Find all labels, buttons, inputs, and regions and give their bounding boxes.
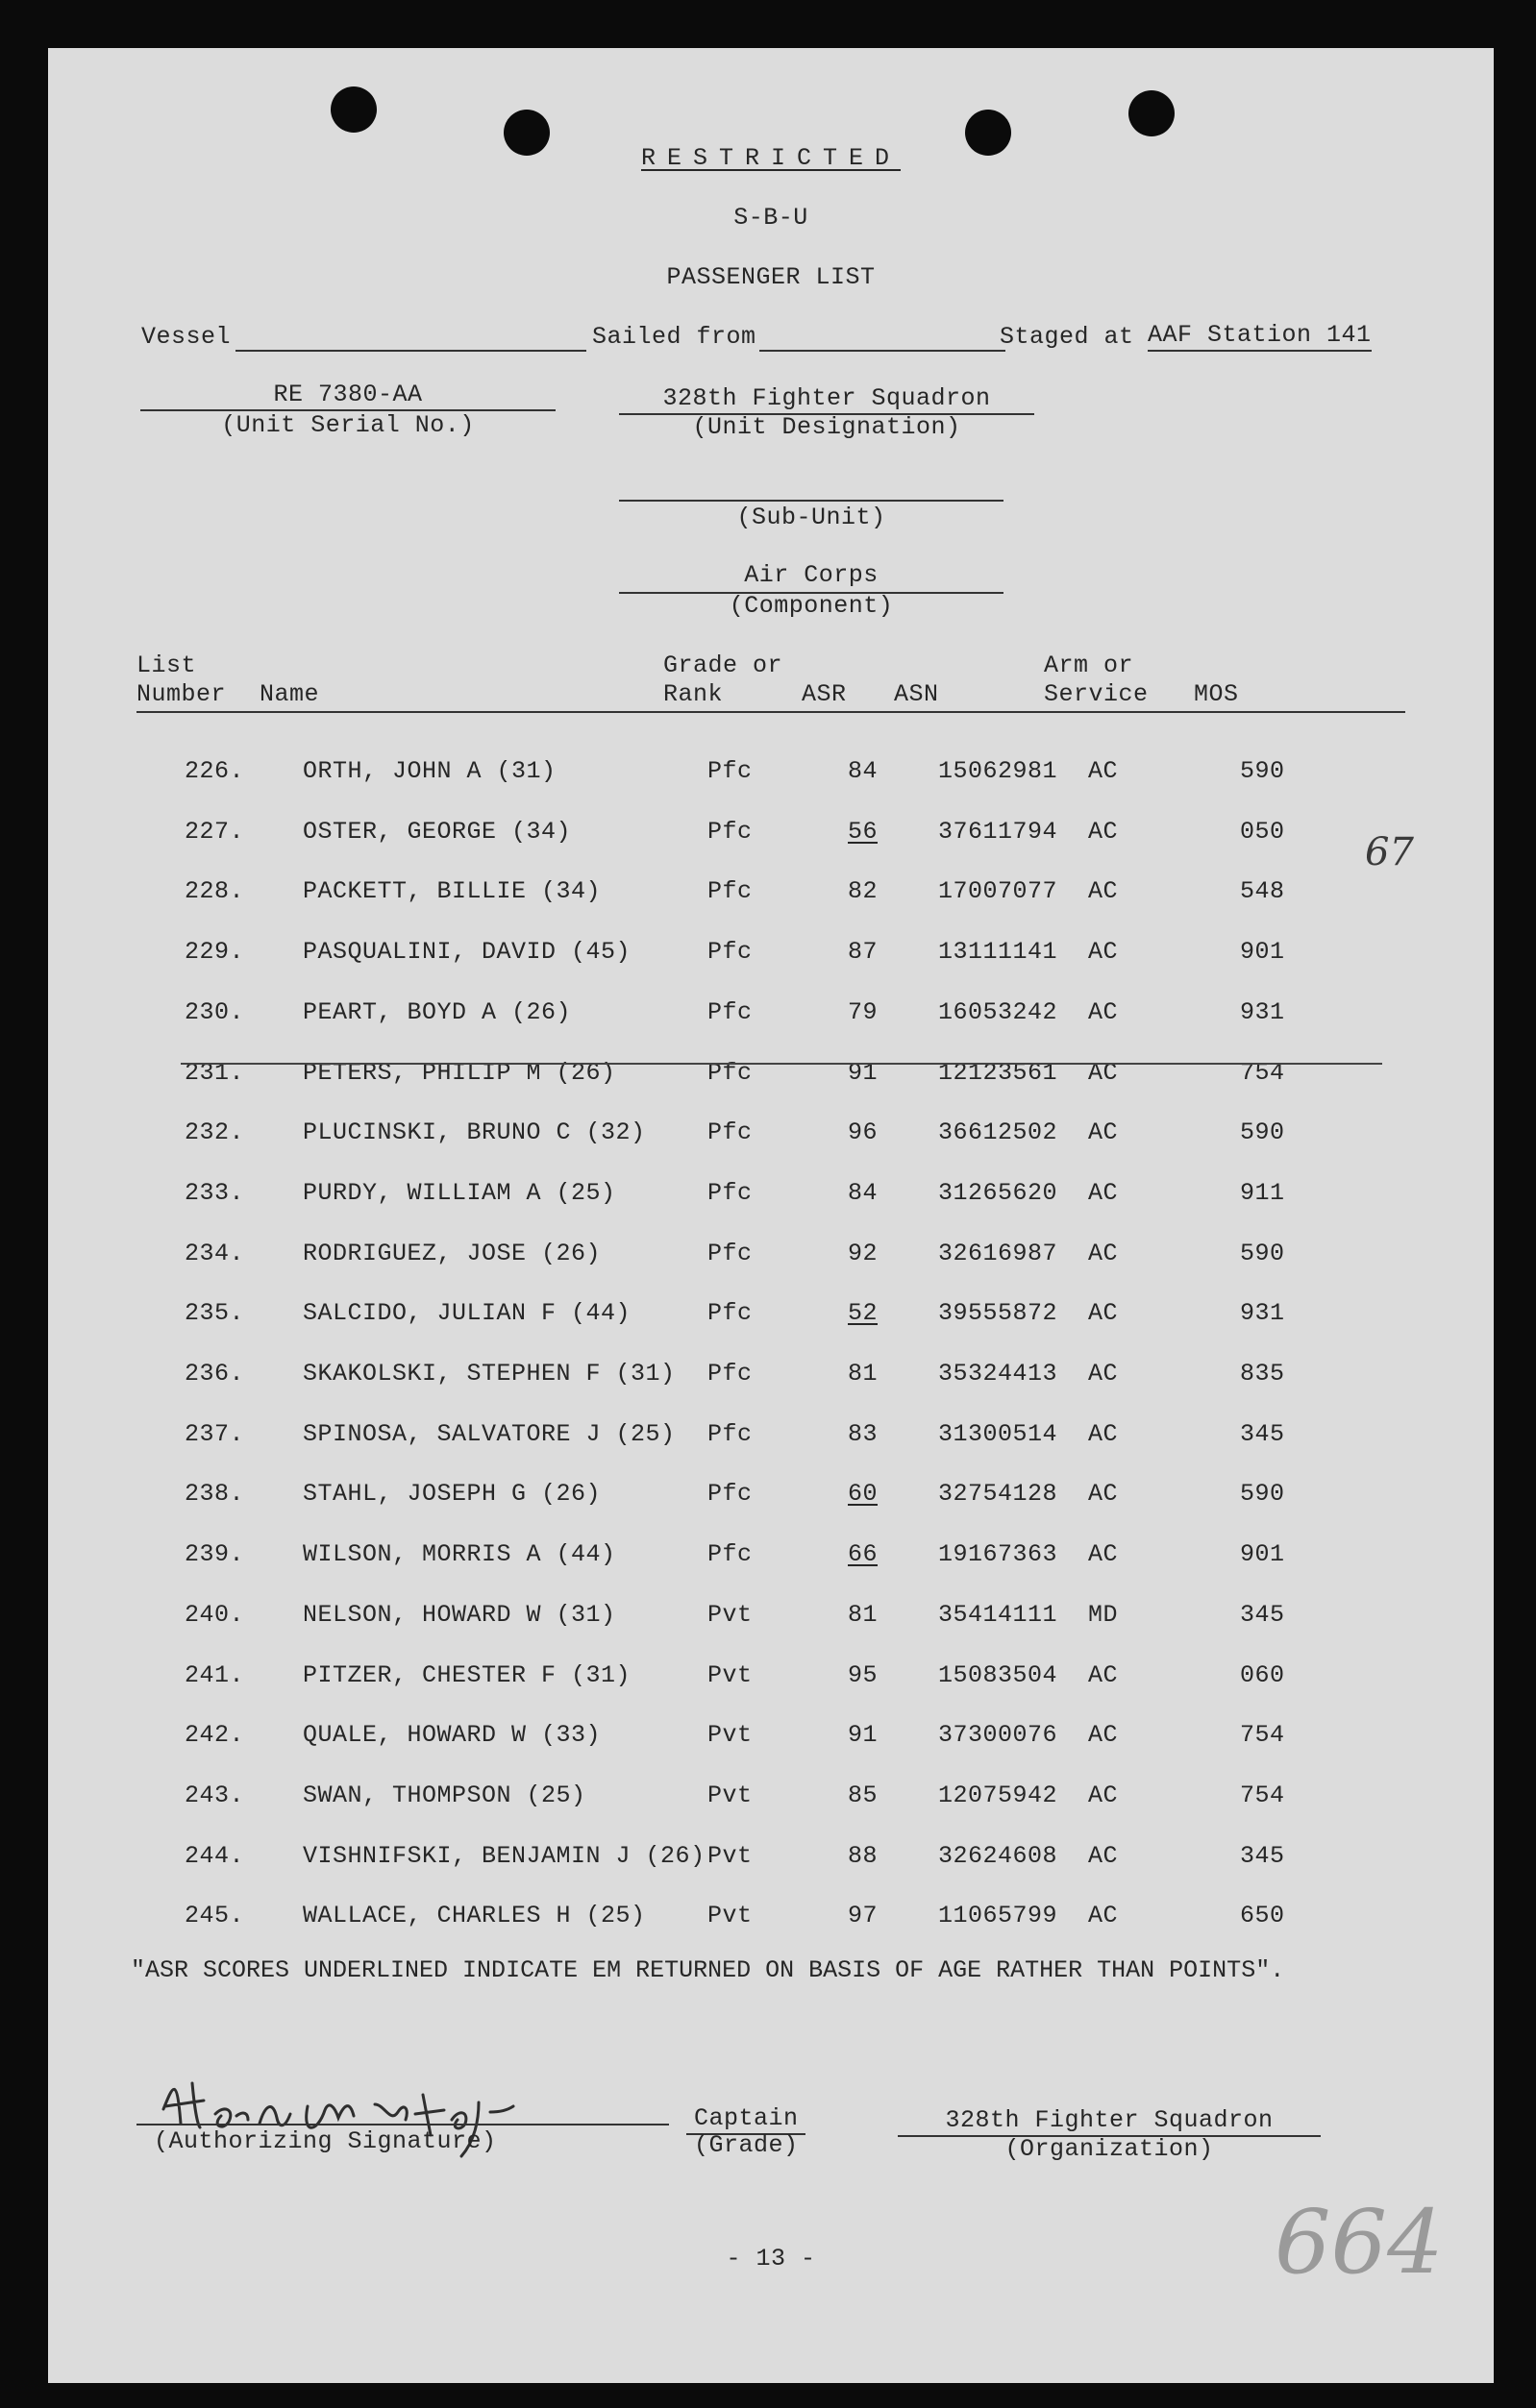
asn-number: 12075942: [938, 1781, 1058, 1809]
list-number: 226.: [185, 757, 245, 785]
list-number: 237.: [185, 1419, 245, 1448]
asr-score: 56: [848, 817, 879, 846]
list-number: 227.: [185, 817, 245, 846]
organization-value: 328th Fighter Squadron: [945, 2106, 1274, 2134]
grade-rank: Pfc: [707, 1178, 753, 1207]
footnote: "ASR SCORES UNDERLINED INDICATE EM RETURNED ON BASIS OF AGE RATHER THAN POINTS".: [131, 1956, 1285, 1984]
passenger-name: PITZER, CHESTER F (31): [303, 1660, 632, 1689]
list-number: 244.: [185, 1841, 245, 1870]
asr-score: 97: [848, 1902, 879, 1930]
asn-number: 39555872: [938, 1299, 1058, 1328]
unit-designation-label: (Unit Designation): [692, 413, 961, 441]
mos-code: 050: [1240, 817, 1285, 846]
mos-code: 835: [1240, 1360, 1285, 1388]
mos-code: 590: [1240, 1480, 1285, 1509]
header-rule: [136, 711, 1405, 713]
arm-service: MD: [1088, 1600, 1119, 1629]
passenger-name: RODRIGUEZ, JOSE (26): [303, 1239, 602, 1267]
passenger-name: NELSON, HOWARD W (31): [303, 1600, 616, 1629]
unit-serial-value: RE 7380-AA: [140, 381, 556, 411]
sub-unit-label: (Sub-Unit): [736, 504, 886, 531]
asr-score: 84: [848, 757, 879, 785]
punch-hole: [331, 86, 377, 133]
grade-rank: Pvt: [707, 1600, 753, 1629]
document-title: PASSENGER LIST: [666, 263, 876, 291]
grade-rank: Pfc: [707, 1540, 753, 1569]
grade-rank: Pvt: [707, 1721, 753, 1750]
document-page: [48, 48, 1494, 2383]
asn-number: 31265620: [938, 1178, 1058, 1207]
mos-code: 754: [1240, 1058, 1285, 1087]
asn-number: 17007077: [938, 877, 1058, 906]
asr-score: 91: [848, 1721, 879, 1750]
grade-value: Captain: [694, 2104, 799, 2132]
staged-at-value: AAF Station 141: [1148, 321, 1372, 352]
grade-rank: Pvt: [707, 1902, 753, 1930]
asr-score: 60: [848, 1480, 879, 1509]
mos-code: 345: [1240, 1841, 1285, 1870]
passenger-name: SWAN, THOMPSON (25): [303, 1781, 586, 1809]
col-header-list-2: Number: [136, 680, 227, 708]
strike-through-line: [181, 1063, 1382, 1065]
asr-score: 84: [848, 1178, 879, 1207]
grade-rank: Pfc: [707, 1419, 753, 1448]
arm-service: AC: [1088, 877, 1119, 906]
grade-rank: Pfc: [707, 877, 753, 906]
mos-code: 931: [1240, 997, 1285, 1026]
asn-number: 37300076: [938, 1721, 1058, 1750]
asr-score: 81: [848, 1600, 879, 1629]
asn-number: 32754128: [938, 1480, 1058, 1509]
grade-rank: Pfc: [707, 1360, 753, 1388]
arm-service: AC: [1088, 817, 1119, 846]
arm-service: AC: [1088, 1239, 1119, 1267]
asn-number: 35324413: [938, 1360, 1058, 1388]
col-header-list-1: List: [136, 651, 197, 679]
asr-score: 87: [848, 938, 879, 967]
asr-score: 95: [848, 1660, 879, 1689]
grade-rank: Pfc: [707, 1118, 753, 1147]
sub-unit-blank: [619, 500, 1003, 502]
grade-rank: Pvt: [707, 1660, 753, 1689]
sailed-from-blank: [759, 350, 1005, 352]
sailed-from-label: Sailed from: [592, 323, 756, 351]
passenger-name: WILSON, MORRIS A (44): [303, 1540, 616, 1569]
col-header-asr: ASR: [802, 680, 847, 708]
asn-number: 15083504: [938, 1660, 1058, 1689]
col-header-grade-2: Rank: [663, 680, 724, 708]
grade-rank: Pvt: [707, 1781, 753, 1809]
staged-at-label: Staged at: [1000, 323, 1134, 351]
arm-service: AC: [1088, 938, 1119, 967]
mos-code: 345: [1240, 1419, 1285, 1448]
page-number: - 13 -: [726, 2245, 816, 2273]
asr-score: 92: [848, 1239, 879, 1267]
arm-service: AC: [1088, 1660, 1119, 1689]
col-header-asn: ASN: [894, 680, 939, 708]
passenger-name: SPINOSA, SALVATORE J (25): [303, 1419, 676, 1448]
list-number: 238.: [185, 1480, 245, 1509]
restricted-heading: RESTRICTED: [640, 144, 902, 172]
list-number: 232.: [185, 1118, 245, 1147]
mos-code: 911: [1240, 1178, 1285, 1207]
passenger-name: WALLACE, CHARLES H (25): [303, 1902, 646, 1930]
mos-code: 931: [1240, 1299, 1285, 1328]
asr-score: 52: [848, 1299, 879, 1328]
asn-number: 16053242: [938, 997, 1058, 1026]
mos-code: 901: [1240, 938, 1285, 967]
punch-hole: [1128, 90, 1175, 136]
asr-score: 83: [848, 1419, 879, 1448]
arm-service: AC: [1088, 1118, 1119, 1147]
asn-number: 12123561: [938, 1058, 1058, 1087]
asr-score: 96: [848, 1118, 879, 1147]
list-number: 240.: [185, 1600, 245, 1629]
list-number: 241.: [185, 1660, 245, 1689]
arm-service: AC: [1088, 1902, 1119, 1930]
arm-service: AC: [1088, 1781, 1119, 1809]
vessel-blank: [235, 350, 586, 352]
passenger-name: QUALE, HOWARD W (33): [303, 1721, 602, 1750]
arm-service: AC: [1088, 1540, 1119, 1569]
list-number: 242.: [185, 1721, 245, 1750]
asr-score: 88: [848, 1841, 879, 1870]
passenger-name: PURDY, WILLIAM A (25): [303, 1178, 616, 1207]
passenger-name: OSTER, GEORGE (34): [303, 817, 572, 846]
asn-number: 31300514: [938, 1419, 1058, 1448]
mos-code: 650: [1240, 1902, 1285, 1930]
passenger-name: PEART, BOYD A (26): [303, 997, 572, 1026]
list-number: 229.: [185, 938, 245, 967]
asn-number: 13111141: [938, 938, 1058, 967]
passenger-name: PLUCINSKI, BRUNO C (32): [303, 1118, 646, 1147]
asn-number: 15062981: [938, 757, 1058, 785]
asr-score: 82: [848, 877, 879, 906]
arm-service: AC: [1088, 1419, 1119, 1448]
margin-note: 67: [1365, 830, 1414, 874]
grade-rank: Pfc: [707, 1299, 753, 1328]
list-number: 234.: [185, 1239, 245, 1267]
arm-service: AC: [1088, 1360, 1119, 1388]
list-number: 236.: [185, 1360, 245, 1388]
arm-service: AC: [1088, 1721, 1119, 1750]
mos-code: 754: [1240, 1721, 1285, 1750]
unit-designation-value: 328th Fighter Squadron: [619, 384, 1034, 415]
asr-score: 85: [848, 1781, 879, 1809]
mos-code: 548: [1240, 877, 1285, 906]
list-number: 239.: [185, 1540, 245, 1569]
arm-service: AC: [1088, 1058, 1119, 1087]
asn-number: 11065799: [938, 1902, 1058, 1930]
asn-number: 37611794: [938, 817, 1058, 846]
grade-rank: Pfc: [707, 1480, 753, 1509]
passenger-name: STAHL, JOSEPH G (26): [303, 1480, 602, 1509]
mos-code: 345: [1240, 1600, 1285, 1629]
mos-code: 590: [1240, 1118, 1285, 1147]
passenger-name: PACKETT, BILLIE (34): [303, 877, 602, 906]
col-header-grade-1: Grade or: [663, 651, 783, 679]
arm-service: AC: [1088, 1480, 1119, 1509]
asn-number: 19167363: [938, 1540, 1058, 1569]
passenger-name: SALCIDO, JULIAN F (44): [303, 1299, 632, 1328]
list-number: 231.: [185, 1058, 245, 1087]
arm-service: AC: [1088, 757, 1119, 785]
classification-code: S-B-U: [733, 204, 808, 232]
asr-score: 81: [848, 1360, 879, 1388]
arm-service: AC: [1088, 1178, 1119, 1207]
asr-score: 66: [848, 1540, 879, 1569]
mos-code: 754: [1240, 1781, 1285, 1809]
component-value: Air Corps: [744, 561, 879, 589]
grade-rank: Pvt: [707, 1841, 753, 1870]
organization-label: (Organization): [1004, 2135, 1214, 2163]
col-header-mos: MOS: [1194, 680, 1239, 708]
col-header-arm-2: Service: [1044, 680, 1149, 708]
vessel-label: Vessel: [141, 323, 232, 351]
grade-rank: Pfc: [707, 997, 753, 1026]
unit-serial-label: (Unit Serial No.): [221, 411, 475, 439]
passenger-name: SKAKOLSKI, STEPHEN F (31): [303, 1360, 676, 1388]
asn-number: 32616987: [938, 1239, 1058, 1267]
corner-note: 664: [1275, 2191, 1444, 2294]
asn-number: 36612502: [938, 1118, 1058, 1147]
component-label: (Component): [729, 592, 894, 620]
asn-number: 35414111: [938, 1600, 1058, 1629]
passenger-name: VISHNIFSKI, BENJAMIN J (26): [303, 1841, 706, 1870]
list-number: 233.: [185, 1178, 245, 1207]
asr-score: 91: [848, 1058, 879, 1087]
grade-label: (Grade): [694, 2131, 799, 2159]
passenger-name: PETERS, PHILIP M (26): [303, 1058, 616, 1087]
grade-rank: Pfc: [707, 1058, 753, 1087]
grade-rank: Pfc: [707, 938, 753, 967]
asr-score: 79: [848, 997, 879, 1026]
mos-code: 060: [1240, 1660, 1285, 1689]
asn-number: 32624608: [938, 1841, 1058, 1870]
passenger-name: PASQUALINI, DAVID (45): [303, 938, 632, 967]
arm-service: AC: [1088, 1299, 1119, 1328]
col-header-name: Name: [260, 680, 320, 708]
passenger-name: ORTH, JOHN A (31): [303, 757, 557, 785]
list-number: 243.: [185, 1781, 245, 1809]
signature-label: (Authorizing Signature): [154, 2127, 497, 2155]
mos-code: 590: [1240, 1239, 1285, 1267]
arm-service: AC: [1088, 997, 1119, 1026]
list-number: 245.: [185, 1902, 245, 1930]
mos-code: 590: [1240, 757, 1285, 785]
mos-code: 901: [1240, 1540, 1285, 1569]
list-number: 230.: [185, 997, 245, 1026]
signature-line: [136, 2124, 669, 2125]
grade-rank: Pfc: [707, 1239, 753, 1267]
col-header-arm-1: Arm or: [1044, 651, 1134, 679]
arm-service: AC: [1088, 1841, 1119, 1870]
grade-rank: Pfc: [707, 817, 753, 846]
list-number: 235.: [185, 1299, 245, 1328]
grade-rank: Pfc: [707, 757, 753, 785]
list-number: 228.: [185, 877, 245, 906]
